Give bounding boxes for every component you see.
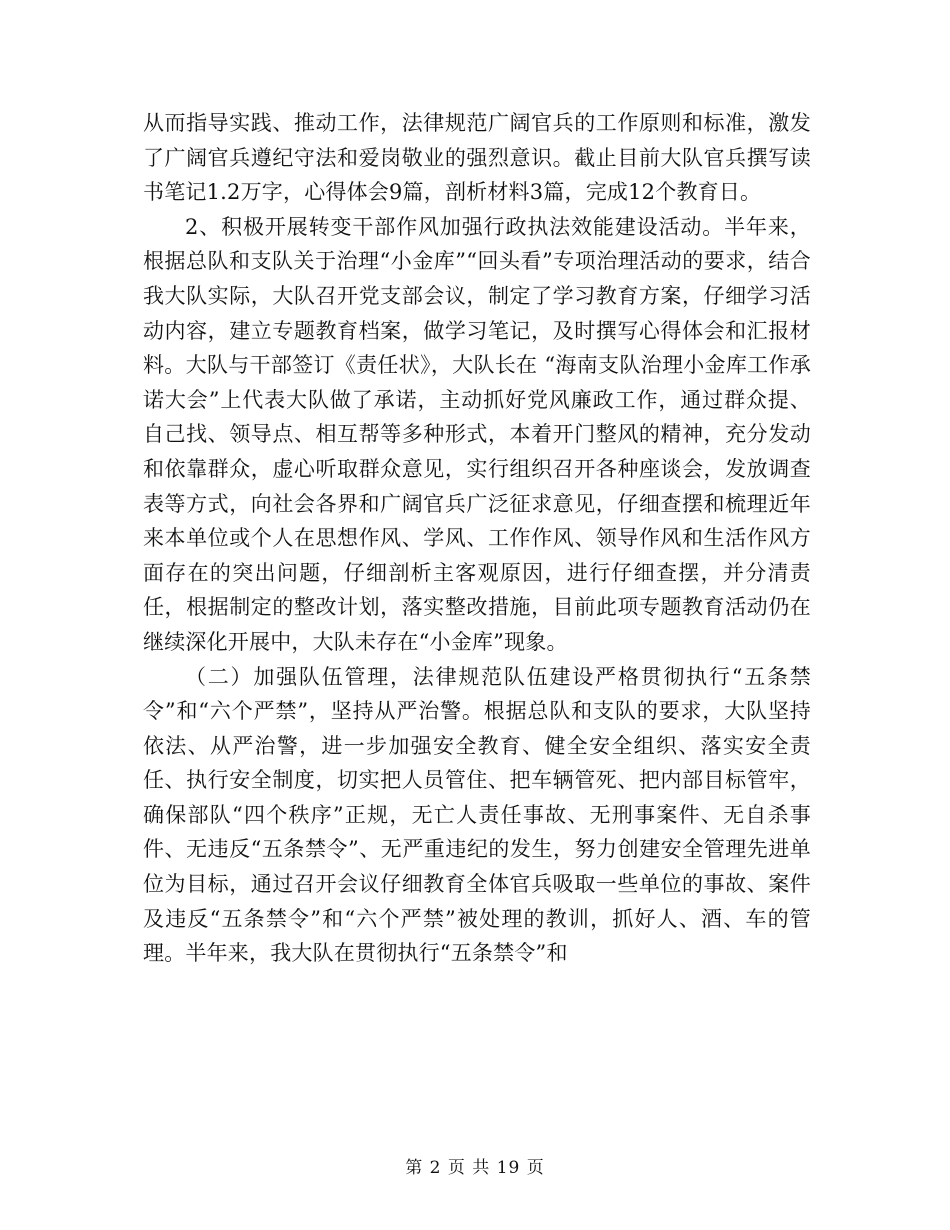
paragraph-team-management: （二）加强队伍管理，法律规范队伍建设严格贯彻执行“五条禁令”和“六个严禁”，坚持从严治警。根据总队和支队的要求，大队坚持依法、从严治警，进一步加强安全教育、健全安全组织、落实安全责任、执行安全制度，切实把人员管住、把车辆管死、把内部目标管牢，确保部队“四个秩序”正规，无亡人责任事故、无刑事案件、无自杀事件、无违反“五条禁令”、无严重违纪的发生，努力创建安全管理先进单位为目标，通过召开会议仔细教育全体官兵吸取一些单位的事故、案件及违反“五条禁令”和“六个严禁”被处理的教训，抓好人、酒、车的管理。半年来，我大队在贯彻执行“五条禁令”和	[143, 664, 811, 966]
paragraph-cadre-style: 2、积极开展转变干部作风加强行政执法效能建设活动。半年来，根据总队和支队关于治理“小金库”“回头看”专项治理活动的要求，结合我大队实际，大队召开党支部会议，制定了学习教育方案，仔细学习活动内容，建立专题教育档案，做学习笔记，及时撰写心得体会和汇报材料。大队与干部签订《责任状》，大队长在 “海南支队治理小金库工作承诺大会”上代表大队做了承诺，主动抓好党风廉政工作，通过群众提、自己找、领导点、相互帮等多种形式，本着开门整风的精神，充分发动和依靠群众，虚心听取群众意见，实行组织召开各种座谈会，发放调查表等方式，向社会各界和广阔官兵广泛征求意见，仔细查摆和梳理近年来本单位或个人在思想作风、学风、工作作风、领导作风和生活作风方面存在的突出问题，仔细剖析主客观原因，进行仔细查摆，并分清责任，根据制定的整改计划，落实整改措施，目前此项专题教育活动仍在继续深化开展中，大队未存在“小金库”现象。	[143, 214, 811, 654]
page-number-footer: 第 2 页 共 19 页	[405, 1158, 545, 1178]
document-body	[143, 106, 811, 971]
paragraph-continuation: 从而指导实践、推动工作，法律规范广阔官兵的工作原则和标准，激发了广阔官兵遵纪守法和爱岗敬业的强烈意识。截止目前大队官兵撰写读书笔记1.2万字，心得体会9篇，剖析材料3篇，完成12个教育日。	[143, 111, 811, 205]
